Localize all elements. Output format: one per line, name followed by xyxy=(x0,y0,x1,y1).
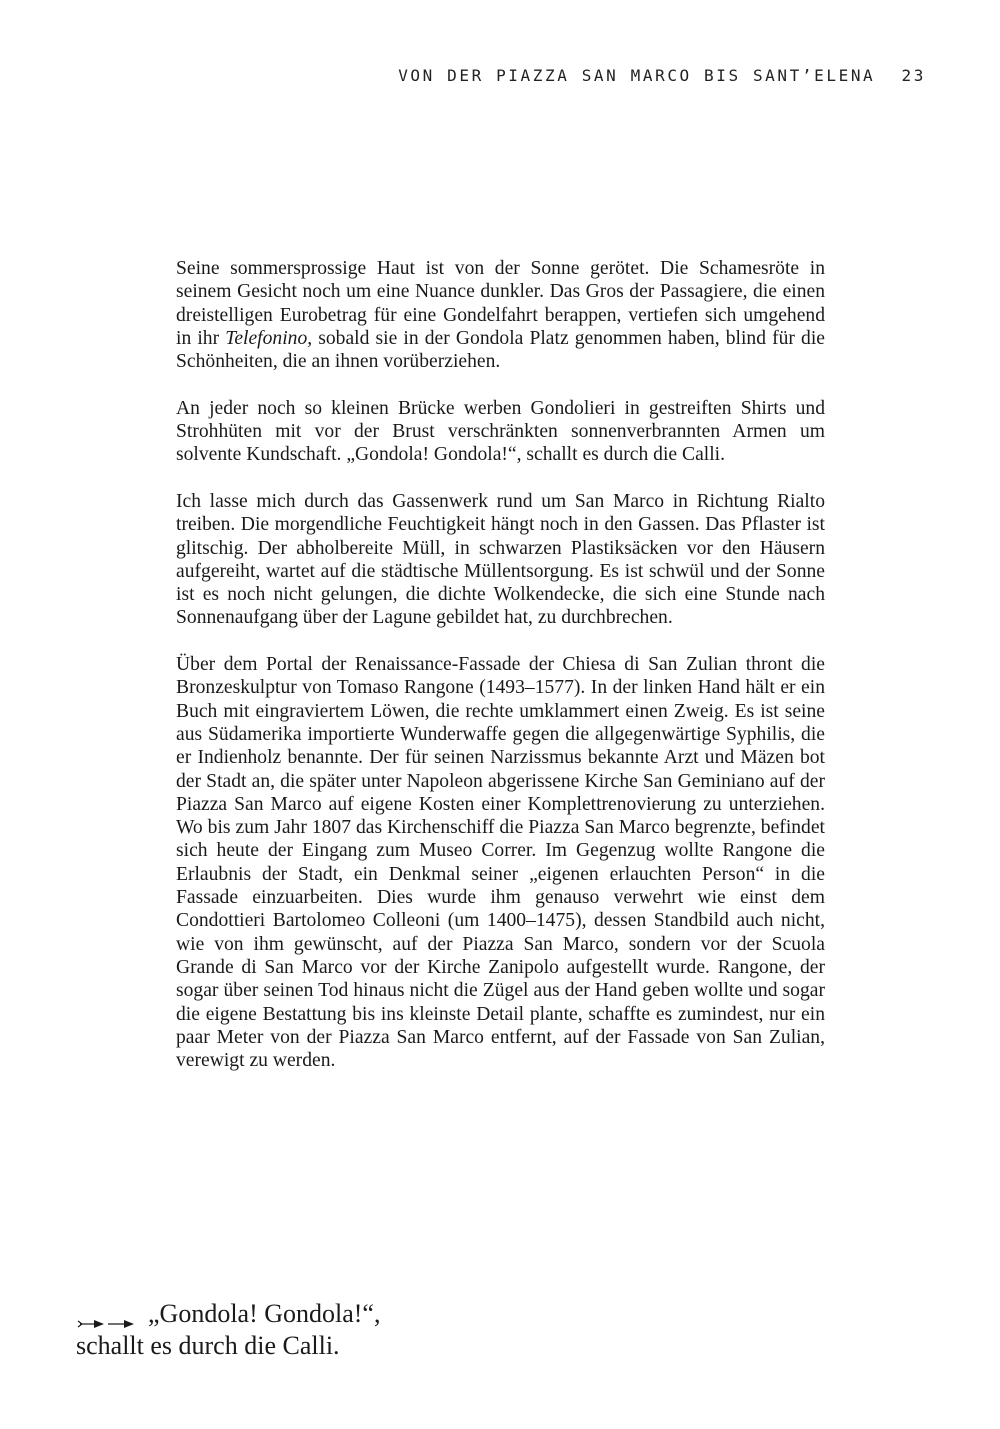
paragraph-1-italic-term: Telefonino, xyxy=(225,327,313,349)
pullquote-line-1: „Gondola! Gondola!“, xyxy=(148,1299,381,1328)
pullquote-line-2: schallt es durch die Calli. xyxy=(76,1331,340,1360)
paragraph-4: Über dem Portal der Renaissance-Fassade der Chiesa di San Zulian thront die Bronzeskulptur von Tomaso Rangone (1493–1577). In der linken Hand hält er ein Buch mit eingraviertem Löwen, die rechte umklammert einen Zweig. Es ist seine aus Südamerika importierte Wunderwaffe gegen die allgegenwärtige Syphilis, die er Indienholz benannte. Der für seinen Narzissmus bekannte Arzt und Mäzen bot der Stadt an, die später unter Napoleon abgerissene Kirche San Geminiano auf der Piazza San Marco auf eigene Kosten einer Komplettrenovierung zu unterziehen. Wo bis zum Jahr 1807 das Kirchenschiff die Piazza San Marco begrenzte, befindet sich heute der Eingang zum Museo Correr. Im Gegenzug wollte Rangone die Erlaubnis der Stadt, ein Denkmal seiner „eigenen erlauchten Person“ in die Fassade einzuarbeiten. Dies wurde ihm genauso verwehrt wie einst dem Condottieri Bartolomeo Colleoni (um 1400–1475), dessen Standbild auch nicht, wie von ihm gewünscht, auf der Piazza San Marco, sondern vor der Scuola Grande di San Marco vor der Kirche Zanipolo aufgestellt wurde. Rangone, der sogar über seinen Tod hinaus nicht die Zügel aus der Hand geben wollte und sogar die eigene Bestattung bis ins kleinste Detail plante, schaffte es zumindest, nur ein paar Meter von der Piazza San Marco entfernt, auf der Fassade von San Zulian, verewigt zu werden. xyxy=(176,654,825,1072)
running-header xyxy=(398,66,926,85)
paragraph-3: Ich lasse mich durch das Gassenwerk rund um San Marco in Richtung Rialto treiben. Die morgendliche Feuchtigkeit hängt noch in den Gassen. Das Pflaster ist glitschig. Der abholbereite Müll, in schwarzen Plastiksäcken vor den Häusern aufgereiht, wartet auf die städtische Müllentsorgung. Es ist schwül und der Sonne ist es noch nicht gelungen, die dichte Wolkendecke, die sich eine Stunde nach Sonnenaufgang über der Lagune gebildet hat, zu durchbrechen. xyxy=(176,490,825,629)
arrow-right-icon xyxy=(76,1307,138,1321)
paragraph-1 xyxy=(176,257,825,373)
running-title: VON DER PIAZZA SAN MARCO BIS SANT’ELENA xyxy=(398,66,876,85)
paragraph-2: An jeder noch so kleinen Brücke werben Gondolieri in gestreiften Shirts und Strohhüten mit vor der Brust verschränkten sonnenverbrannten Armen um solvente Kundschaft. „Gondola! Gondola!“, schallt es durch die Calli. xyxy=(176,397,825,466)
body-text xyxy=(176,257,825,1072)
pullquote xyxy=(76,1298,496,1362)
paragraph-1-text-a: Seine sommersprossige Haut ist von der Sonne gerötet. Die Schamesröte in seinem Gesicht noch um eine Nuance dunkler. Das Gros der Passagiere, die einen dreistelligen Eurobetrag für eine Gondelfahrt berappen, vertiefen sich umgehend in ihr xyxy=(176,258,825,349)
page-number: 23 xyxy=(901,66,926,85)
paragraph-1-text-b: sobald sie in der Gondola Platz genommen haben, blind für die Schönheiten, die an ihnen vorüberziehen. xyxy=(176,327,825,373)
